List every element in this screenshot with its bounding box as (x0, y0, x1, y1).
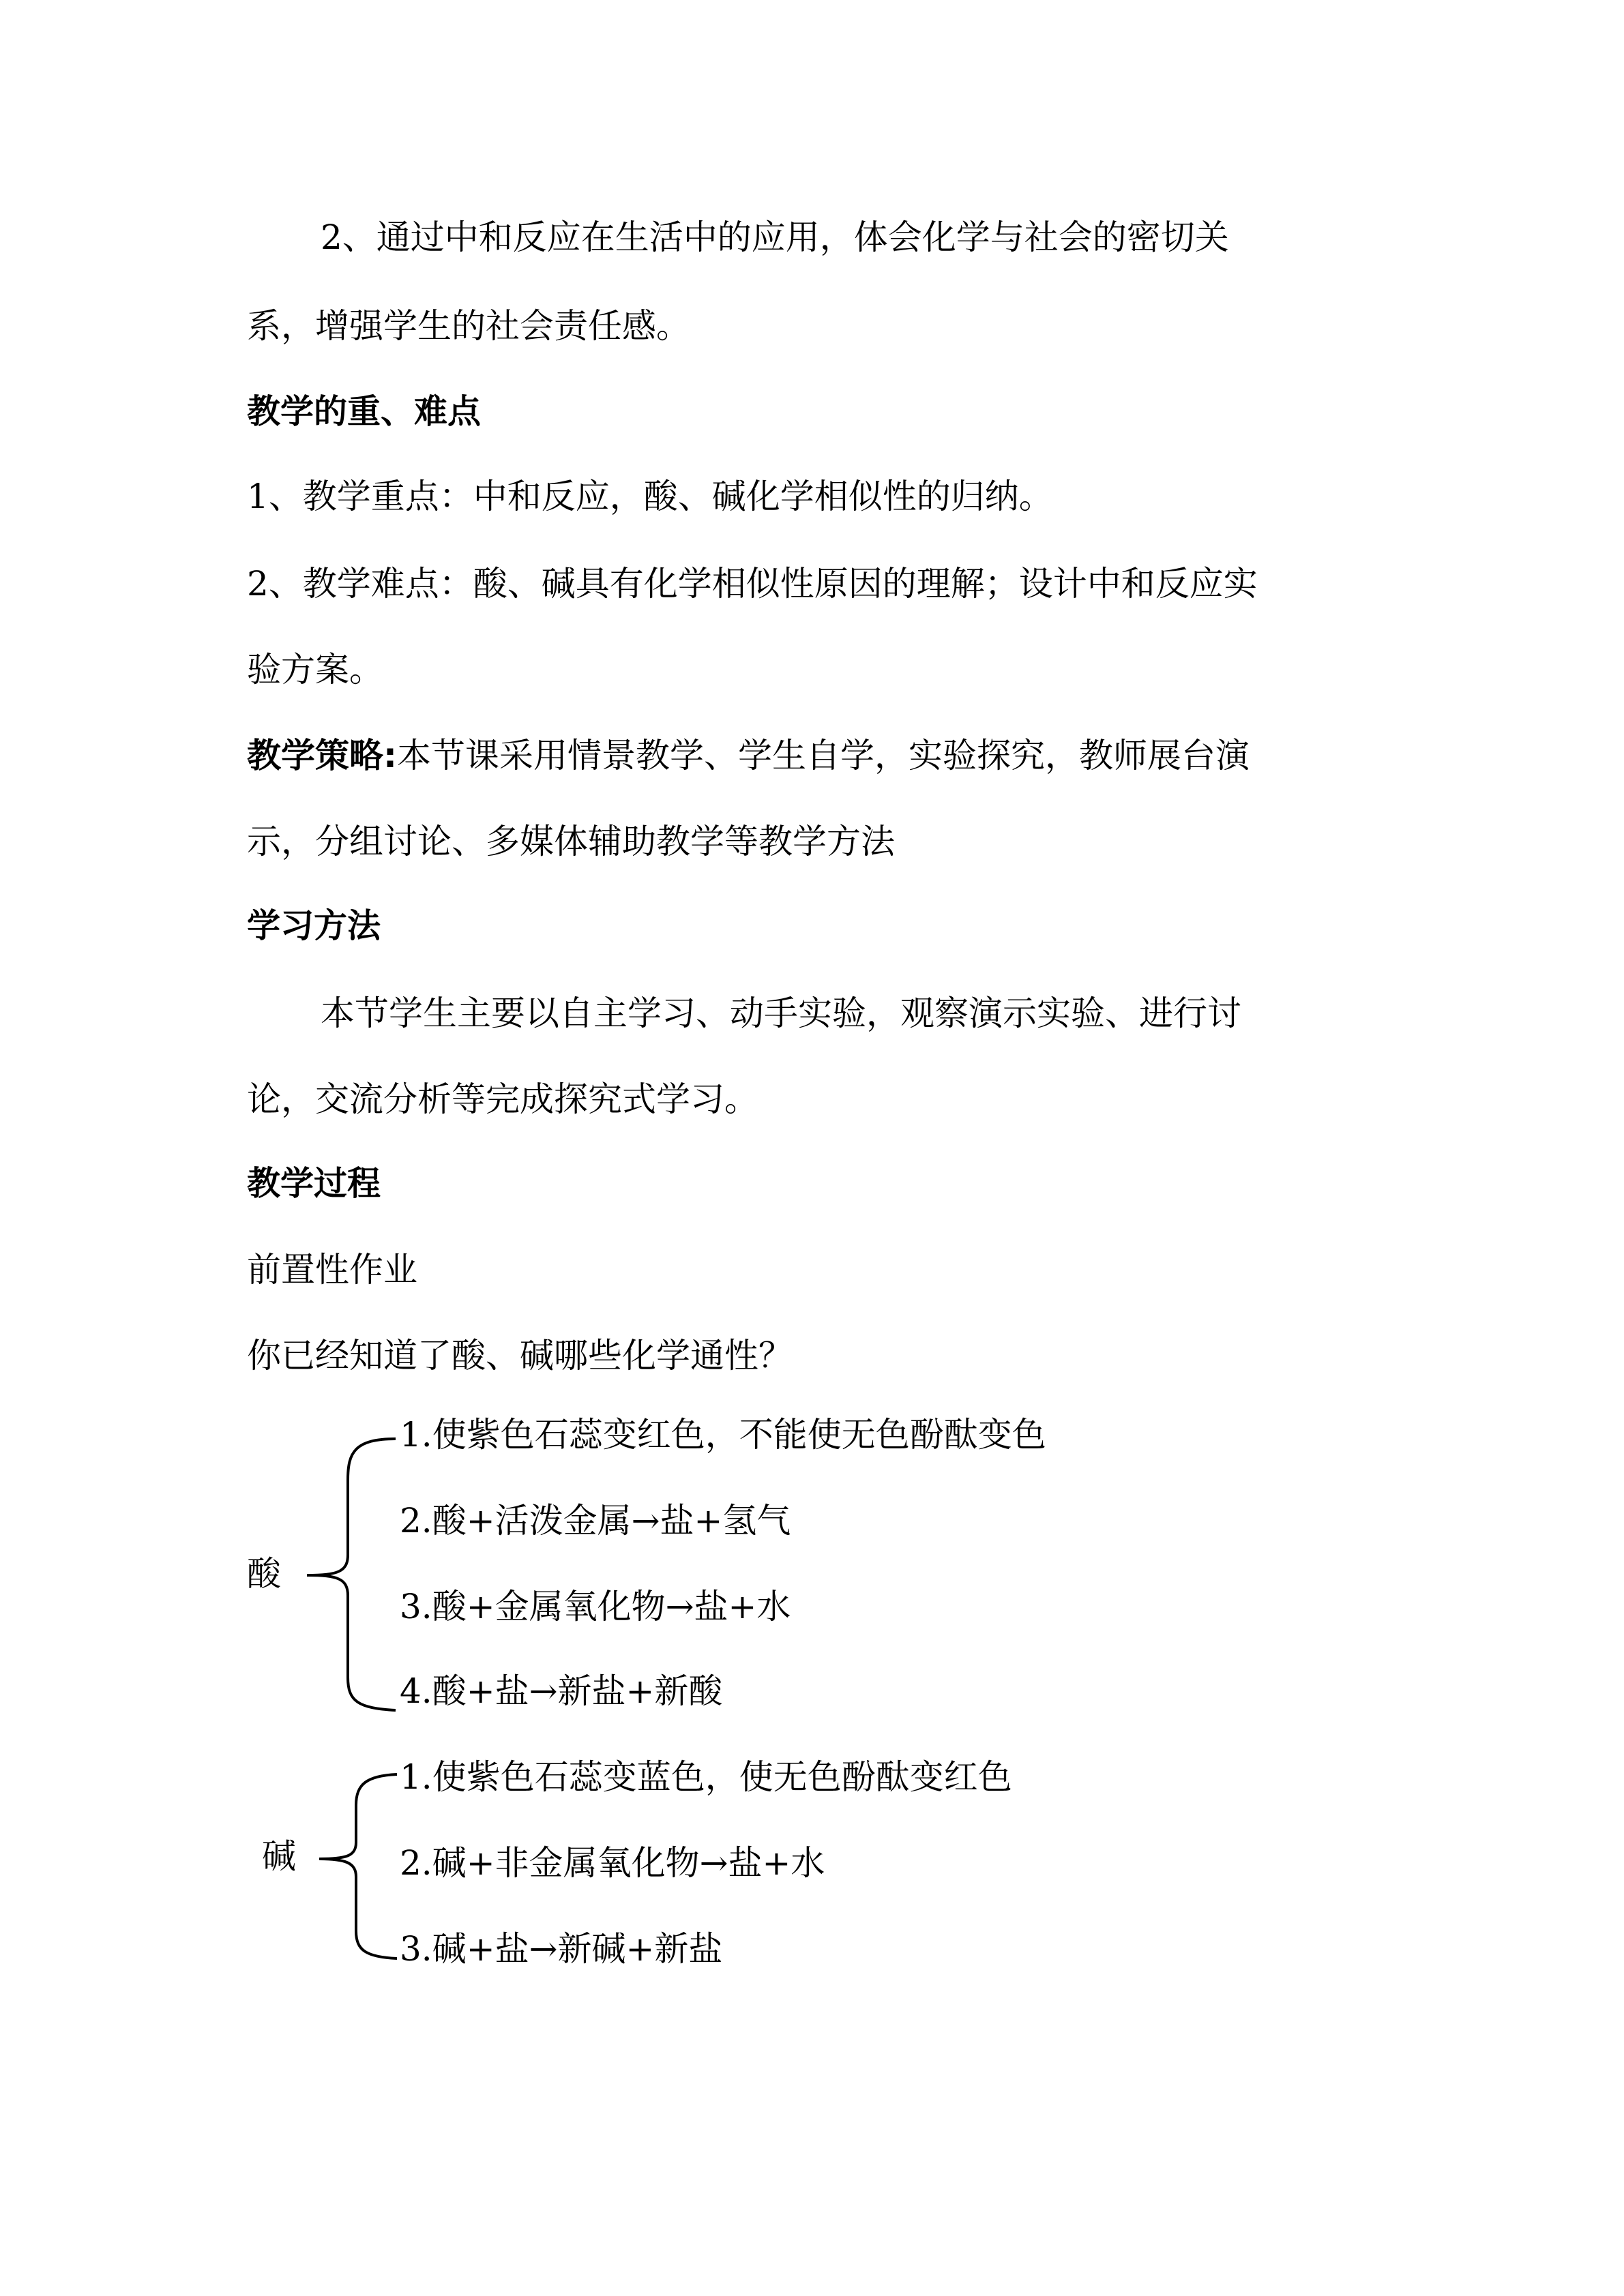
goal-line-1: 2、通过中和反应在生活中的应用，体会化学与社会的密切关 (321, 218, 1229, 257)
strategy-line-1 (247, 735, 1250, 776)
base-label: 碱 (262, 1836, 296, 1876)
base-item-1: 1.使紫色石蕊变蓝色，使无色酚酞变红色 (400, 1757, 1012, 1797)
base-item-2: 2.碱+非金属氧化物→盐+水 (400, 1843, 825, 1883)
acid-item-4: 4.酸+盐→新盐+新酸 (400, 1671, 723, 1711)
key-points-heading: 教学的重、难点 (247, 392, 482, 431)
key-point-2-line-2: 验方案。 (247, 650, 383, 689)
acid-brace (300, 1432, 409, 1718)
acid-item-1: 1.使紫色石蕊变红色，不能使无色酚酞变色 (400, 1415, 1046, 1455)
key-point-2-line-1: 2、教学难点：酸、碱具有化学相似性原因的理解；设计中和反应实 (247, 564, 1258, 603)
method-heading: 学习方法 (247, 906, 381, 945)
base-brace (315, 1768, 411, 1965)
acid-item-3: 3.酸+金属氧化物→盐+水 (400, 1587, 791, 1626)
method-line-1: 本节学生主要以自主学习、动手实验，观察演示实验、进行讨 (321, 994, 1241, 1033)
strategy-line-2: 示，分组讨论、多媒体辅助教学等教学方法 (247, 822, 895, 861)
goal-line-2: 系，增强学生的社会责任感。 (247, 306, 690, 346)
strategy-text-1: 本节课采用情景教学、学生自学，实验探究，教师展台演 (397, 736, 1250, 775)
acid-label: 酸 (247, 1554, 281, 1594)
process-question: 你已经知道了酸、碱哪些化学通性？ (247, 1336, 793, 1375)
method-line-2: 论，交流分析等完成探究式学习。 (247, 1079, 758, 1119)
strategy-label: 教学策略: (247, 736, 397, 775)
process-subheading: 前置性作业 (247, 1250, 417, 1289)
process-heading: 教学过程 (247, 1164, 381, 1203)
key-point-1: 1、教学重点：中和反应，酸、碱化学相似性的归纳。 (247, 477, 1053, 516)
acid-item-2: 2.酸+活泼金属→盐+氢气 (400, 1501, 791, 1540)
base-item-3: 3.碱+盐→新碱+新盐 (400, 1929, 723, 1969)
